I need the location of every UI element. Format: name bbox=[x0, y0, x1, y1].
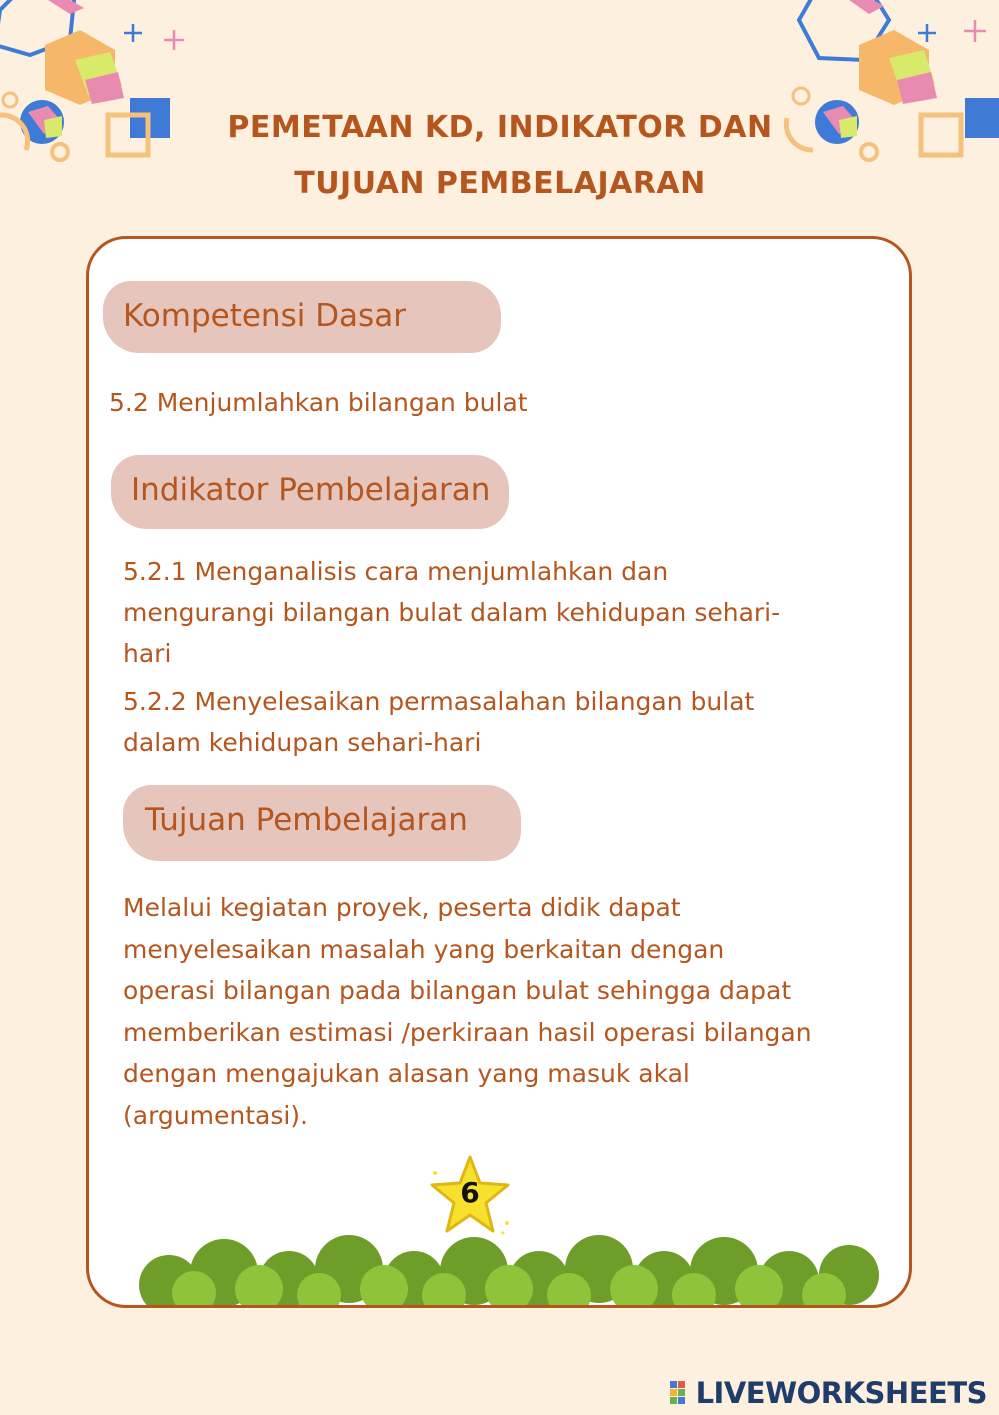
kompetensi-dasar-text: 5.2 Menjumlahkan bilangan bulat bbox=[109, 388, 528, 417]
page-number: 6 bbox=[460, 1176, 480, 1209]
brand-logo bbox=[670, 1373, 987, 1413]
bushes-decoration bbox=[139, 1225, 879, 1305]
indikator-item: 5.2.1 Menganalisis cara menjumlahkan dan mengurangi bilangan bulat dalam kehidupan sehari-hari bbox=[123, 557, 781, 668]
tujuan-text: Melalui kegiatan proyek, peserta didik dapat menyelesaikan masalah yang berkaitan dengan operasi bilangan pada bilangan bulat sehingga dapat memberikan estimasi /perkiraan hasil operasi bilangan dengan mengajukan alasan yang masuk akal (argumentasi). bbox=[123, 893, 812, 1130]
page-title: PEMETAAN KD, INDIKATOR DAN TUJUAN PEMBELAJARAN bbox=[227, 110, 773, 201]
indikator-item: 5.2.2 Menyelesaikan permasalahan bilangan bulat dalam kehidupan sehari-hari bbox=[123, 687, 755, 757]
section-heading-indikator: Indikator Pembelajaran bbox=[111, 455, 509, 529]
section-heading-kompetensi-dasar: Kompetensi Dasar bbox=[103, 281, 501, 353]
liveworksheets-logo-icon bbox=[670, 1381, 694, 1405]
section-heading-tujuan: Tujuan Pembelajaran bbox=[123, 785, 521, 861]
brand-name: LIVEWORKSHEETS bbox=[695, 1376, 987, 1410]
content-card bbox=[86, 236, 912, 1308]
